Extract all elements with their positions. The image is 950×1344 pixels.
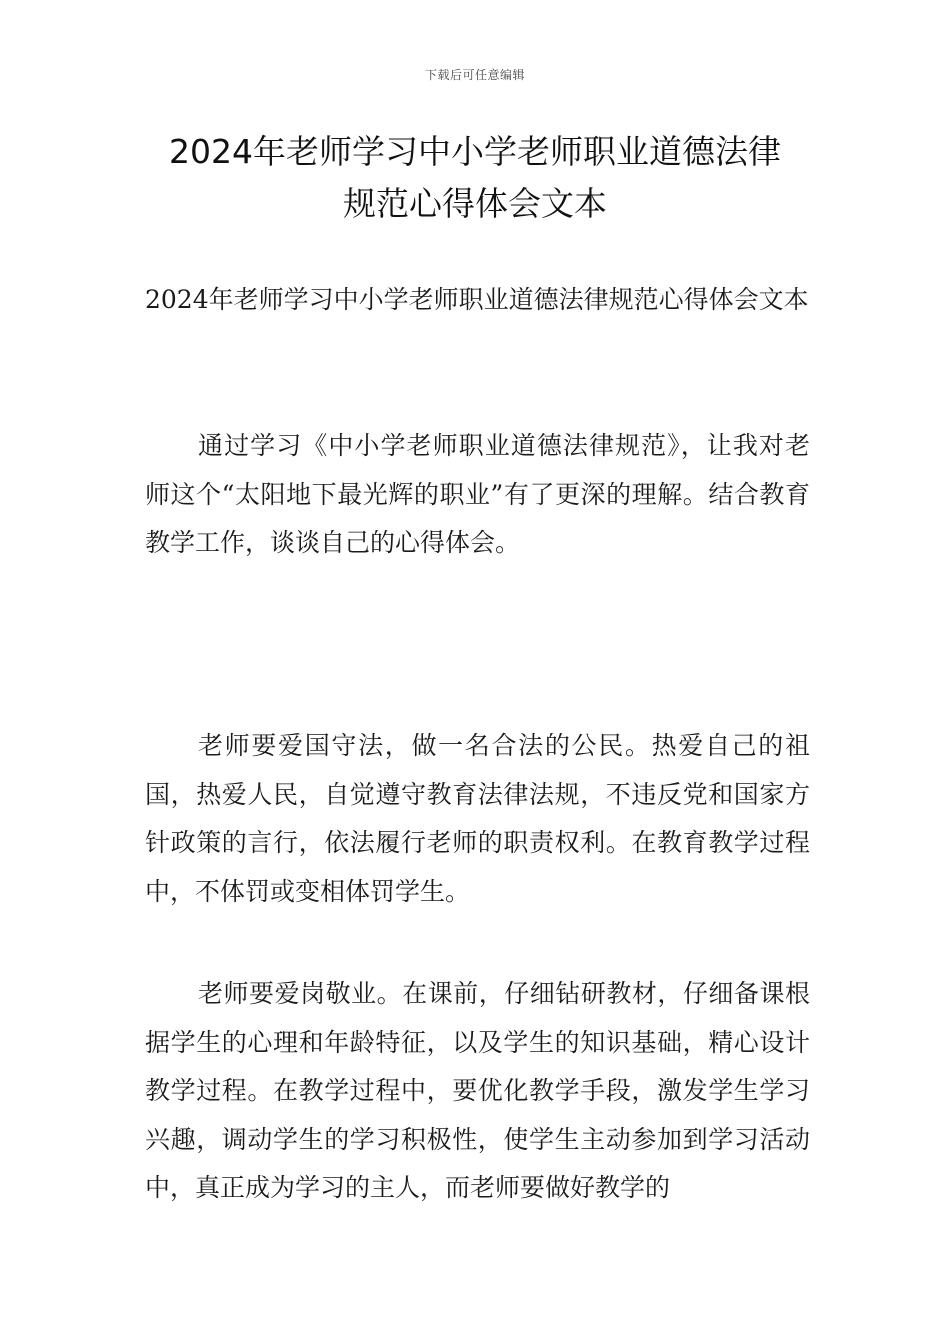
intro-paragraph: 通过学习《中小学老师职业道德法律规范》，让我对老师这个“太阳地下最光辉的职业”有了更深的理解。结合教育教学工作，谈谈自己的心得体会。 — [145, 431, 810, 557]
law-abiding-paragraph: 老师要爱国守法，做一名合法的公民。热爱自己的祖国，热爱人民，自觉遵守教育法律法规，不违反党和国家方针政策的言行，依法履行老师的职责权利。在教育教学过程中，不体罚或变相体罚学生。 — [145, 731, 810, 906]
document-title — [120, 126, 830, 230]
title-line-1: 2024年老师学习中小学老师职业道德法律 — [169, 132, 781, 171]
subtitle-paragraph: 2024年老师学习中小学老师职业道德法律规范心得体会文本 — [145, 285, 809, 314]
title-line-2: 规范心得体会文本 — [343, 184, 607, 223]
header-note: 下载后可任意编辑 — [424, 68, 525, 82]
dedication-paragraph: 老师要爱岗敬业。在课前，仔细钻研教材，仔细备课根据学生的心理和年龄特征，以及学生的知识基础，精心设计教学过程。在教学过程中，要优化教学手段，激发学生学习兴趣，调动学生的学习积极性，使学生主动参加到学习活动中，真正成为学习的主人，而老师要做好教学的 — [145, 979, 810, 1202]
